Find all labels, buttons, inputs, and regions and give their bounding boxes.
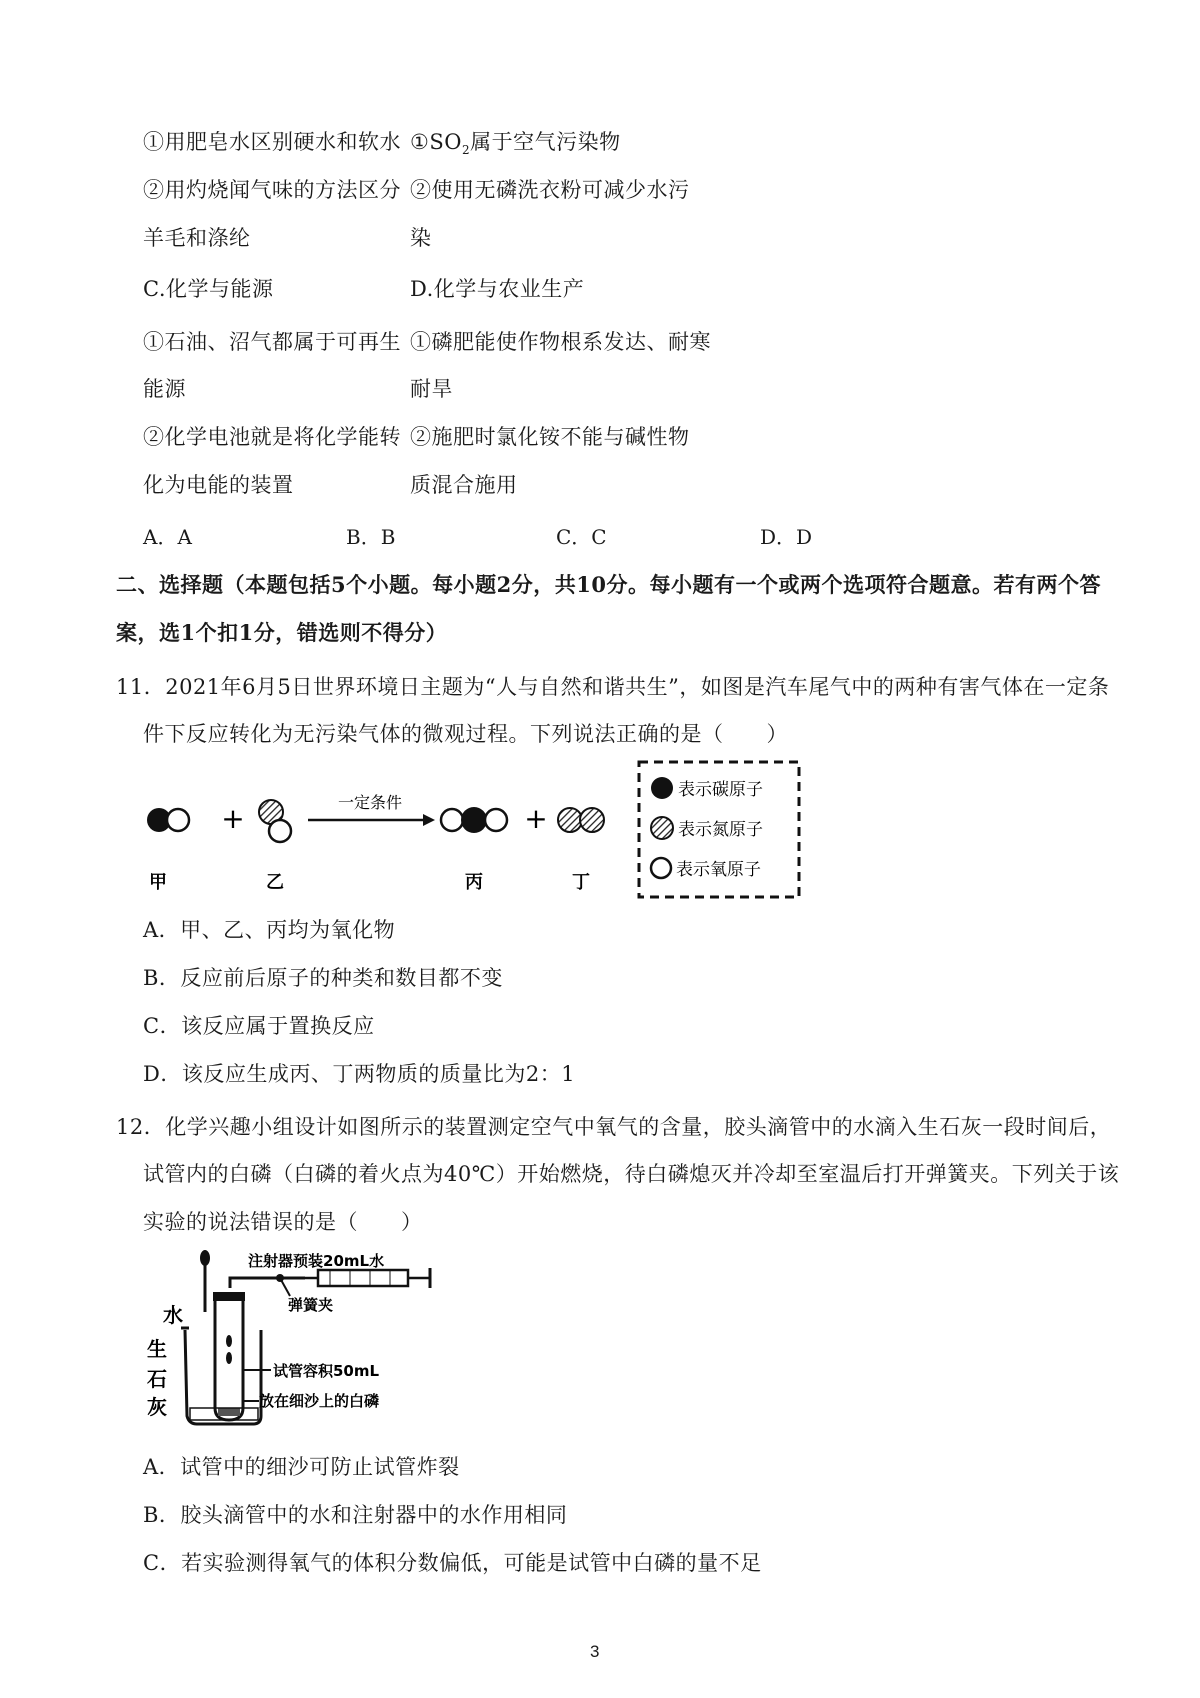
q10-option-b: B．B (346, 525, 396, 549)
syringe (305, 1268, 430, 1288)
page-number: 3 (590, 1642, 600, 1661)
molecule-yi (259, 800, 291, 842)
section-heading: 二、选择题（本题包括5个小题。每小题2分，共10分。每小题有一个或两个选项符合题意。若有两个答 (116, 572, 1101, 597)
table-cell-d4: 质混合施用 (410, 473, 518, 497)
q10-option-a: A．A (143, 525, 192, 549)
atom-legend (639, 762, 799, 897)
table-cell-a2: ②用灼烧闻气味的方法区分 (143, 178, 401, 202)
table-cell-c1: ①石油、沼气都属于可再生 (143, 330, 401, 354)
q11-stem-cont: 件下反应转化为无污染气体的微观过程。下列说法正确的是（ ） (143, 722, 788, 746)
tube-volume-label: 试管容积50mL (273, 1362, 380, 1380)
table-cell-c4: 化为电能的装置 (143, 473, 294, 497)
legend-oxygen: 表示氧原子 (676, 860, 761, 880)
molecule-jia (147, 808, 189, 832)
q12-option-b: B．胶头滴管中的水和注射器中的水作用相同 (143, 1503, 568, 1527)
quicklime-label-3: 灰 (147, 1395, 167, 1419)
q11-reaction-figure (140, 752, 810, 902)
label-jia: 甲 (149, 872, 167, 893)
quicklime-label-1: 生 (147, 1337, 167, 1361)
table-cell-c3: ②化学电池就是将化学能转 (143, 425, 401, 449)
syringe-label: 注射器预装20mL水 (248, 1252, 385, 1270)
q12-stem: 12．化学兴趣小组设计如图所示的装置测定空气中氧气的含量，胶头滴管中的水滴入生石灰一段时间后， (116, 1115, 1112, 1139)
nitrogen-atom-icon (651, 817, 673, 839)
arrow-condition-label: 一定条件 (337, 793, 403, 812)
dropper (200, 1250, 210, 1312)
table-cell-d3: ②施肥时氯化铵不能与碱性物 (410, 425, 690, 449)
water-label: 水 (163, 1303, 183, 1327)
label-ding: 丁 (572, 872, 590, 893)
molecule-bing (441, 807, 507, 833)
table-cell-a1: ①用肥皂水区别硬水和软水 (143, 130, 401, 154)
label-yi: 乙 (266, 872, 284, 893)
molecule-ding (558, 808, 604, 832)
q12-option-c: C．若实验测得氧气的体积分数偏低，可能是试管中白磷的量不足 (143, 1551, 762, 1575)
q10-option-c: C．C (556, 525, 607, 549)
table-cell-b1: $①SO_2$属于空气污染物 (410, 130, 621, 158)
legend-carbon: 表示碳原子 (678, 780, 763, 800)
sand (218, 1408, 240, 1416)
plus-sign-2: + (524, 802, 548, 835)
carbon-atom-icon (651, 777, 673, 799)
table-cell-b3: 染 (410, 226, 432, 250)
table-cell-c2: 能源 (143, 377, 186, 401)
q12-stem-cont2: 实验的说法错误的是（ ） (143, 1210, 423, 1234)
clamp-label: 弹簧夹 (288, 1296, 334, 1314)
table-cell-d2: 耐旱 (410, 377, 453, 401)
q11-option-b: B．反应前后原子的种类和数目都不变 (143, 966, 503, 990)
q11-stem: 11．2021年6月5日世界环境日主题为“人与自然和谐共生”，如图是汽车尾气中的两种有害气体在一定条 (116, 675, 1110, 699)
phosphorus-label: 放在细沙上的白磷 (259, 1392, 380, 1410)
table-cell-b2: ②使用无磷洗衣粉可减少水污 (410, 178, 690, 202)
label-bing: 丙 (465, 872, 483, 893)
table-cell-a3: 羊毛和涤纶 (143, 226, 251, 250)
q11-option-a: A．甲、乙、丙均为氧化物 (143, 918, 396, 942)
table-cell-d1: ①磷肥能使作物根系发达、耐寒 (410, 330, 711, 354)
table-header-c: C.化学与能源 (143, 277, 274, 301)
quicklime-label-2: 石 (147, 1367, 167, 1391)
q12-stem-cont: 试管内的白磷（白磷的着火点为40℃）开始燃烧，待白磷熄灭并冷却至室温后打开弹簧夹。下列关于该 (143, 1162, 1120, 1186)
q11-option-c: C．该反应属于置换反应 (143, 1014, 375, 1038)
section-heading-cont: 案，选1个扣1分，错选则不得分） (116, 620, 448, 645)
table-header-d: D.化学与农业生产 (410, 277, 585, 301)
oxygen-atom-icon (651, 858, 671, 878)
q10-option-d: D．D (760, 525, 813, 549)
q12-apparatus-figure (145, 1248, 445, 1428)
plus-sign-1: + (221, 802, 245, 835)
q12-option-a: A．试管中的细沙可防止试管炸裂 (143, 1455, 460, 1479)
stopper (213, 1292, 245, 1301)
connecting-tube (230, 1278, 305, 1288)
q11-option-d: D．该反应生成丙、丁两物质的质量比为2：1 (143, 1062, 576, 1086)
legend-nitrogen: 表示氮原子 (678, 820, 763, 840)
